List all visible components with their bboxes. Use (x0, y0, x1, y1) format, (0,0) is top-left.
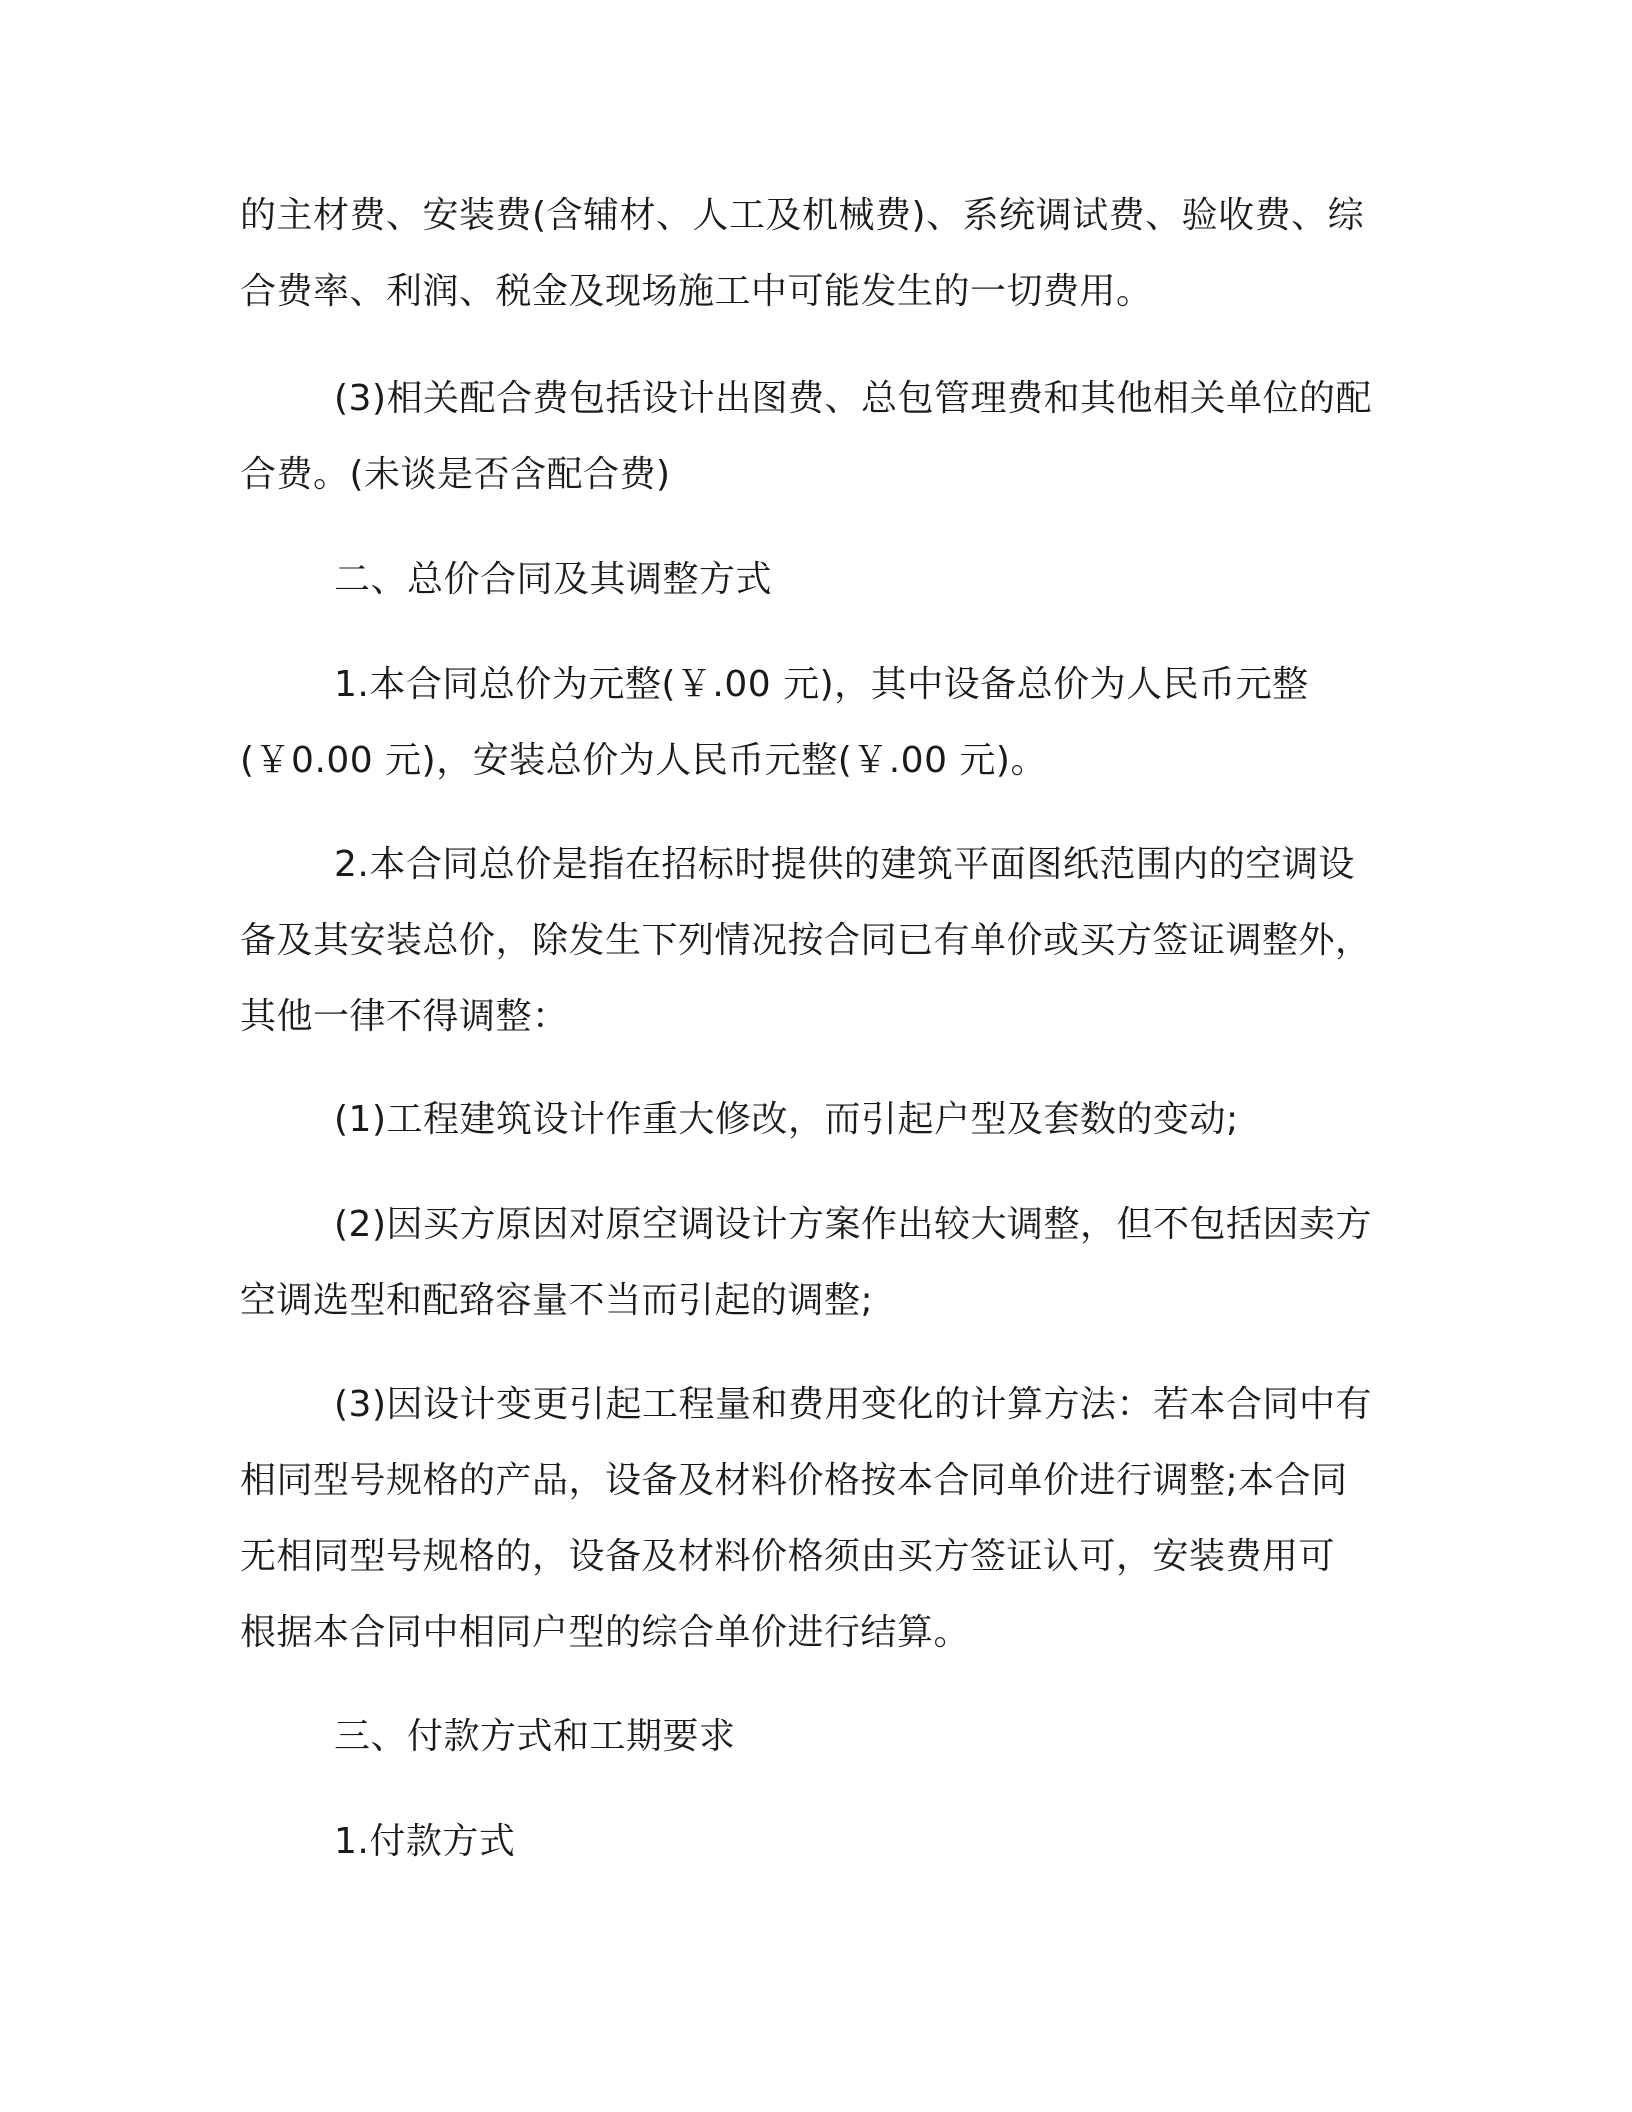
text-line: 2.本合同总价是指在招标时提供的建筑平面图纸范围内的空调设 (334, 844, 1355, 885)
text-line: 其他一律不得调整： (240, 996, 569, 1037)
subsection-heading: 1.付款方式 (334, 1821, 516, 1862)
text-line: 空调选型和配臵容量不当而引起的调整; (240, 1280, 874, 1321)
text-line: 无相同型号规格的，设备及材料价格须由买方签证认可，安装费用可 (240, 1536, 1336, 1577)
text-line: (2)因买方原因对原空调设计方案作出较大调整，但不包括因卖方 (334, 1204, 1372, 1245)
text-line: 备及其安装总价，除发生下列情况按合同已有单价或买方签证调整外， (240, 920, 1372, 961)
text-line: 相同型号规格的产品，设备及材料价格按本合同单价进行调整;本合同 (240, 1460, 1348, 1501)
text-line: (3)因设计变更引起工程量和费用变化的计算方法：若本合同中有 (334, 1384, 1372, 1425)
text-line: 根据本合同中相同户型的综合单价进行结算。 (240, 1612, 971, 1653)
text-line: 合费。(未谈是否含配合费) (240, 454, 671, 495)
text-line: 的主材费、安装费(含辅材、人工及机械费)、系统调试费、验收费、综 (240, 195, 1365, 236)
section-heading: 二、总价合同及其调整方式 (334, 559, 773, 600)
text-line: (3)相关配合费包括设计出图费、总包管理费和其他相关单位的配 (334, 378, 1372, 419)
text-line: 合费率、利润、税金及现场施工中可能发生的一切费用。 (240, 271, 1153, 312)
text-line: (￥0.00 元)，安装总价为人民币元整(￥.00 元)。 (240, 740, 1047, 781)
text-line: (1)工程建筑设计作重大修改，而引起户型及套数的变动; (334, 1099, 1239, 1140)
text-line: 1.本合同总价为元整(￥.00 元)，其中设备总价为人民币元整 (334, 664, 1309, 705)
section-heading: 三、付款方式和工期要求 (334, 1716, 736, 1757)
